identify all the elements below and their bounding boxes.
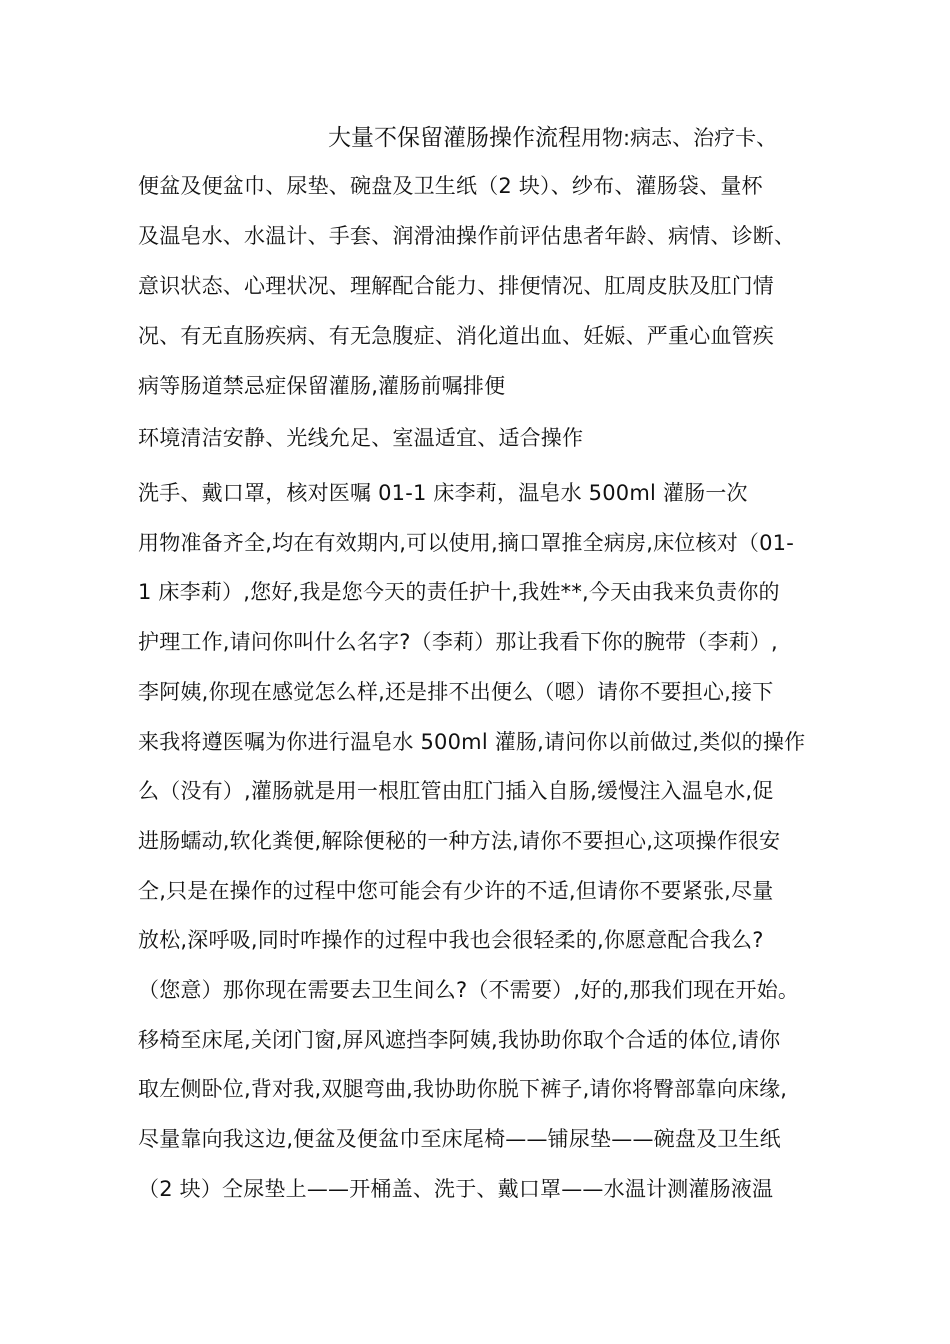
paragraph-line: 病等肠道禁忌症保留灌肠,灌肠前嘱排便 xyxy=(138,374,506,398)
paragraph-line: 尽量靠向我这边,便盆及便盆巾至床尾椅——铺尿垫——碗盘及卫生纸 xyxy=(138,1127,781,1151)
paragraph-line: （您意）那你现在需要去卫生间么?（不需要）,好的,那我们现在开始。 xyxy=(138,978,800,1002)
paragraph-line: 来我将遵医嘱为你进行温皂水 500ml 灌肠,请问你以前做过,类似的操作 xyxy=(138,730,806,754)
paragraph-line: 么（没有）,灌肠就是用一根肛管由肛门插入自肠,缓慢注入温皂水,促 xyxy=(138,779,774,803)
paragraph-line: （2 块）仝尿垫上——开桶盖、洗于、戴口罩——水温计测灌肠液温 xyxy=(138,1177,774,1201)
paragraph-line: 及温皂水、水温计、手套、润滑油操作前评估患者年龄、病情、诊断、 xyxy=(138,224,796,248)
paragraph-line: 1 床李莉）,您好,我是您今天的责任护十,我姓**,今天由我来负责你的 xyxy=(138,580,780,604)
paragraph-line: 意识状态、心理状况、理解配合能力、排便情况、肛周皮肤及肛门情 xyxy=(138,274,774,298)
paragraph-line: 进肠蠕动,软化粪便,解除便秘的一种方法,请你不要担心,这项操作很安 xyxy=(138,829,781,853)
document-title: 大量不保留灌肠操作流程 xyxy=(328,125,581,151)
paragraph-line: 放松,深呼吸,同时咋操作的过程中我也会很轻柔的,你愿意配合我么? xyxy=(138,928,764,952)
paragraph-line: 取左侧卧位,背对我,双腿弯曲,我协助你脱下裤子,请你将臀部靠向床缘, xyxy=(138,1077,788,1101)
paragraph-line: 护理工作,请问你叫什么名字?（李莉）那让我看下你的腕带（李莉）, xyxy=(138,630,778,654)
paragraph-line: 李阿姨,你现在感觉怎么样,还是排不出便么（嗯）请你不要担心,接下 xyxy=(138,680,774,704)
paragraph-line: 移椅至床尾,关闭门窗,屏风遮挡李阿姨,我协助你取个合适的体位,请你 xyxy=(138,1028,781,1052)
paragraph-line: 况、有无直肠疾病、有无急腹症、消化道出血、妊娠、严重心血管疾 xyxy=(138,324,774,348)
title-continuation: 用物:病志、治疗卡、 xyxy=(581,126,778,150)
title-line xyxy=(328,124,777,152)
paragraph-line: 环境清洁安静、光线允足、室温适宜、适合操作 xyxy=(138,426,584,450)
paragraph-line: 仝,只是在操作的过程中您可能会有少许的不适,但请你不要紧张,尽量 xyxy=(138,879,774,903)
paragraph-line: 用物准备齐全,均在有效期内,可以使用,摘口罩推全病房,床位核对（01- xyxy=(138,531,794,555)
paragraph-line: 洗手、戴口罩，核对医嘱 01-1 床李莉，温皂水 500ml 灌肠一次 xyxy=(138,481,748,505)
paragraph-line: 便盆及便盆巾、尿垫、碗盘及卫生纸（2 块）、纱布、灌肠袋、量杯 xyxy=(138,174,763,198)
